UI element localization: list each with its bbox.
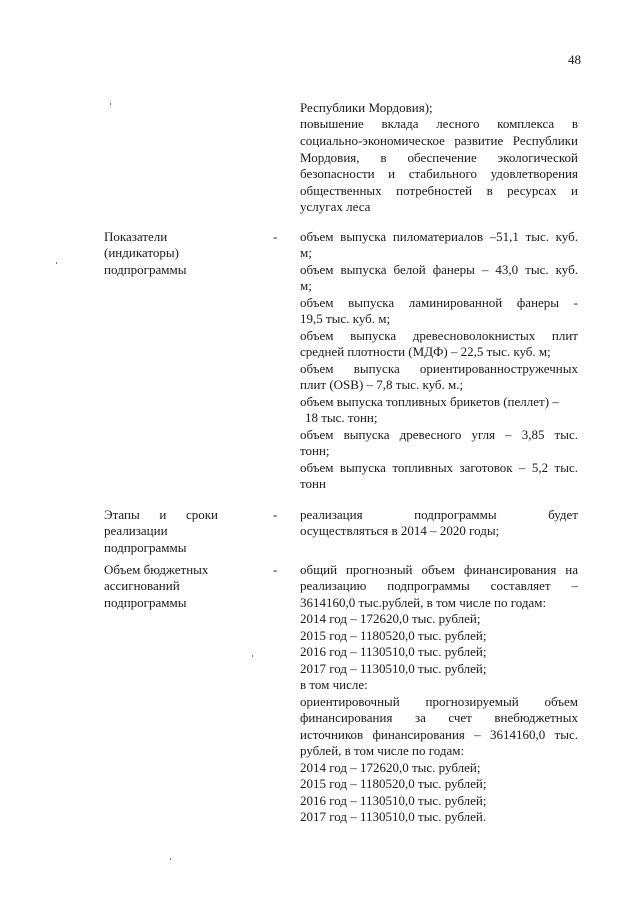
indicator-line: объем выпуска ламинированной фанеры - xyxy=(300,295,578,310)
indicator-line: плит (OSB) – 7,8 тыс. куб. м.; xyxy=(300,377,464,392)
top-line: Мордовия, в обеспечение экологической xyxy=(300,150,578,165)
budget-line: 2014 год – 172620,0 тыс. рублей; xyxy=(300,611,481,626)
top-line: Республики Мордовия); xyxy=(300,100,433,115)
budget-line: 2016 год – 1130510,0 тыс. рублей; xyxy=(300,793,487,808)
row-label-line: Этапы и сроки xyxy=(104,507,218,522)
budget-line: в том числе: xyxy=(300,677,368,692)
budget-line: рублей, в том числе по годам: xyxy=(300,743,465,758)
indicator-line: объем выпуска топливных брикетов (пеллет) – xyxy=(300,394,559,409)
indicator-line: тонн xyxy=(300,476,326,491)
scan-speck xyxy=(110,103,111,105)
indicator-line: объем выпуска топливных заготовок – 5,2 тыс. xyxy=(300,460,578,475)
budget-line: ориентировочный прогнозируемый объем xyxy=(300,694,578,709)
budget-line: 3614160,0 тыс.рублей, в том числе по годам: xyxy=(300,595,547,610)
budget-line: 2017 год – 1130510,0 тыс. рублей; xyxy=(300,661,487,676)
budget-line: 2017 год – 1130510,0 тыс. рублей. xyxy=(300,809,487,824)
indicator-line: тонн; xyxy=(300,443,330,458)
indicator-line: м; xyxy=(300,278,312,293)
indicator-line: объем выпуска древесноволокнистых плит xyxy=(300,328,578,343)
row-label-line: подпрограммы xyxy=(104,540,187,555)
indicator-line: средней плотности (МДФ) – 22,5 тыс. куб. м; xyxy=(300,344,551,359)
row-dash: - xyxy=(273,229,278,244)
page-number: 48 xyxy=(568,52,581,67)
top-line: общественных потребностей в ресурсах и xyxy=(300,183,578,198)
top-line: услугах леса xyxy=(300,199,371,214)
row-dash: - xyxy=(273,562,278,577)
budget-line: 2016 год – 1130510,0 тыс. рублей; xyxy=(300,644,487,659)
row-label-line: подпрограммы xyxy=(104,262,187,277)
row-label-line: Показатели xyxy=(104,229,168,244)
indicator-line: м; xyxy=(300,245,312,260)
top-line: безопасности и стабильного удовлетворения xyxy=(300,166,578,181)
row-dash: - xyxy=(273,507,278,522)
row-label-line: подпрограммы xyxy=(104,595,187,610)
budget-line: финансирования за счет внебюджетных xyxy=(300,710,578,725)
budget-line: 2015 год – 1180520,0 тыс. рублей; xyxy=(300,628,487,643)
scan-speck xyxy=(252,655,253,657)
indicator-line: объем выпуска ориентированностружечных xyxy=(300,361,578,376)
row-label-line: ассигнований xyxy=(104,578,180,593)
scan-speck xyxy=(56,262,57,264)
budget-line: реализацию подпрограммы составляет – xyxy=(300,578,578,593)
budget-line: 2015 год – 1180520,0 тыс. рублей; xyxy=(300,776,487,791)
row-label-line: Объем бюджетных xyxy=(104,562,209,577)
top-line: повышение вклада лесного комплекса в xyxy=(300,116,578,131)
row-label-line: (индикаторы) xyxy=(104,245,179,260)
top-line: социально-экономическое развитие Республики xyxy=(300,133,578,148)
indicator-line: объем выпуска пиломатериалов –51,1 тыс. куб. xyxy=(300,229,578,244)
indicator-line: 18 тыс. тонн; xyxy=(305,410,378,425)
stages-line: осуществляться в 2014 – 2020 годы; xyxy=(300,523,500,538)
budget-line: источников финансирования – 3614160,0 тыс. xyxy=(300,727,578,742)
indicator-line: объем выпуска древесного угля – 3,85 тыс. xyxy=(300,427,578,442)
row-label-line: реализации xyxy=(104,523,168,538)
indicator-line: объем выпуска белой фанеры – 43,0 тыс. куб. xyxy=(300,262,578,277)
stages-line: реализация подпрограммы будет xyxy=(300,507,578,522)
budget-line: 2014 год – 172620,0 тыс. рублей; xyxy=(300,760,481,775)
budget-line: общий прогнозный объем финансирования на xyxy=(300,562,578,577)
scan-speck xyxy=(170,858,171,860)
indicator-line: 19,5 тыс. куб. м; xyxy=(300,311,391,326)
